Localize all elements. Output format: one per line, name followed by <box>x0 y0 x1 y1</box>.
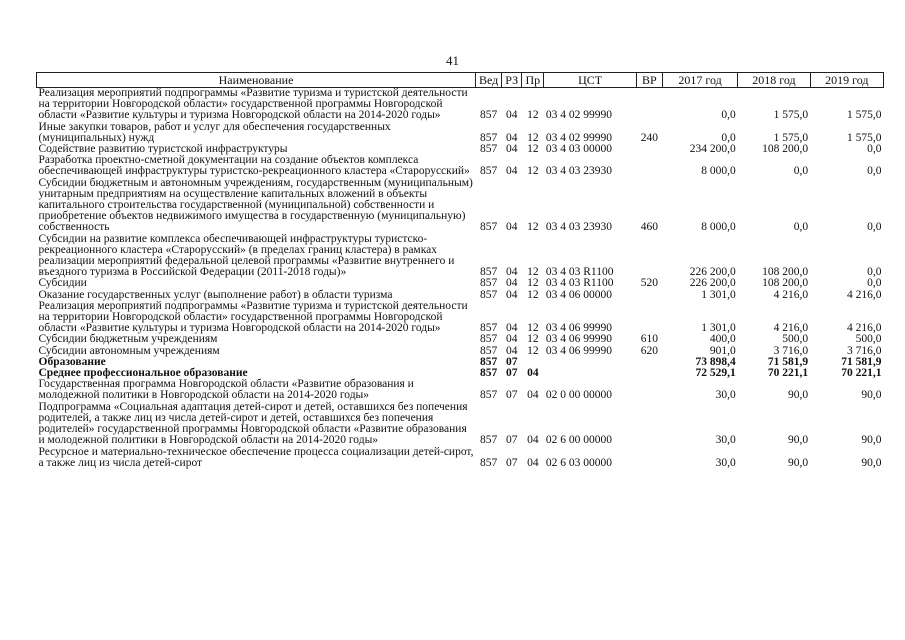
ved-cell: 857 <box>479 109 498 122</box>
pr-cell: 04 <box>527 456 539 469</box>
name-cell: Разработка проектно-сметной документации на создание объектов комплекса обеспечивающей инфраструктуры туристско-рекреационного кластера «Старорусский» <box>38 154 470 178</box>
budget-table <box>36 72 884 469</box>
header-ved: Вед <box>476 73 502 88</box>
pr-cell: 12 <box>527 344 539 357</box>
value-2019: 1 575,0 <box>847 109 882 122</box>
name-cell: Субсидии автономным учреждениям <box>38 344 220 357</box>
value-2019: 0,0 <box>867 277 882 290</box>
rz-cell: 04 <box>505 277 518 290</box>
vr-cell <box>636 155 662 177</box>
cst-cell: 02 0 00 00000 <box>545 389 612 402</box>
ved-cell: 857 <box>479 322 498 335</box>
cst-cell: 03 4 06 99990 <box>545 322 612 335</box>
value-2019: 90,0 <box>861 456 882 469</box>
header-row <box>37 73 884 88</box>
name-cell: Оказание государственных услуг (выполнение работ) в области туризма <box>38 288 393 301</box>
value-2017: 8 000,0 <box>701 165 736 178</box>
vr-cell <box>636 402 662 447</box>
vr-cell <box>636 379 662 401</box>
cst-cell: 03 4 03 23930 <box>545 165 612 178</box>
rz-cell: 04 <box>505 165 518 178</box>
name-cell: Подпрограмма «Социальная адаптация детей-сирот и детей, оставшихся без попечения родителей, а также лиц из числа детей-сирот и детей, оставшихся без попечения родителей» государственной программы Новгородской области «Развитие образования и молодежной политики в Новгородской области на 2014-2020 годы» <box>38 400 468 447</box>
ved-cell: 857 <box>479 456 498 469</box>
cst-cell: 03 4 02 99990 <box>545 109 612 122</box>
vr-cell <box>636 447 662 469</box>
table-row <box>37 234 884 279</box>
value-2019: 0,0 <box>867 143 882 156</box>
cst-cell: 02 6 00 00000 <box>545 434 612 447</box>
ved-cell: 857 <box>479 266 498 279</box>
rz-cell: 07 <box>505 434 518 447</box>
table-row <box>37 178 884 234</box>
rz-cell: 04 <box>505 131 518 144</box>
value-2017: 1 301,0 <box>701 288 736 301</box>
pr-cell: 12 <box>527 322 539 335</box>
vr-cell <box>636 88 662 122</box>
table-row <box>37 155 884 177</box>
vr-cell <box>636 301 662 335</box>
value-2017: 226 200,0 <box>689 266 736 279</box>
vr-cell <box>636 368 662 379</box>
cst-cell: 03 4 06 99990 <box>545 344 612 357</box>
name-cell: Ресурсное и материально-техническое обеспечение процесса социализации детей-сирот, а также лиц из числа детей-сирот <box>38 445 474 469</box>
ved-cell: 857 <box>479 389 498 402</box>
value-2017: 400,0 <box>709 333 736 346</box>
value-2019: 500,0 <box>855 333 882 346</box>
header-2018: 2018 год <box>738 73 810 88</box>
rz-cell: 07 <box>505 389 518 402</box>
value-2019: 1 575,0 <box>847 131 882 144</box>
header-name: Наименование <box>37 73 476 88</box>
name-cell: Субсидии бюджетным и автономным учреждениям, государственным (муниципальным) унитарным предприятиям на осуществление капитальных вложений в объекты капитального строительства государственной (муниципальной) собственности и приобретение объектов недвижимого имущества в государственную (муниципальную) собственность <box>38 176 473 234</box>
rz-cell: 04 <box>505 344 518 357</box>
vr-cell <box>636 144 662 155</box>
value-2018: 90,0 <box>787 389 809 402</box>
value-2018: 0,0 <box>793 221 809 234</box>
name-cell: Образование <box>38 355 106 368</box>
header-vr: ВР <box>636 73 662 88</box>
value-2017: 72 529,1 <box>695 367 736 380</box>
header-cst: ЦСТ <box>544 73 636 88</box>
name-cell: Среднее профессиональное образование <box>38 367 248 380</box>
table-row <box>37 122 884 144</box>
value-2018: 4 216,0 <box>773 322 809 335</box>
ved-cell: 857 <box>479 434 498 447</box>
table-row <box>37 402 884 447</box>
ved-cell: 857 <box>479 333 498 346</box>
header-pr: Пр <box>522 73 544 88</box>
ved-cell: 857 <box>479 131 498 144</box>
value-2018: 1 575,0 <box>773 109 809 122</box>
vr-cell: 520 <box>640 277 658 290</box>
pr-cell: 12 <box>527 143 539 156</box>
value-2018: 500,0 <box>782 333 809 346</box>
rz-cell: 04 <box>505 322 518 335</box>
value-2019: 70 221,1 <box>841 367 882 380</box>
vr-cell: 620 <box>640 344 658 357</box>
value-2019: 4 216,0 <box>847 288 882 301</box>
rz-cell: 04 <box>505 143 518 156</box>
name-cell: Реализация мероприятий подпрограммы «Развитие туризма и туристской деятельности на территории Новгородской области» государственной программы Новгородской области «Развитие культуры и туризма Новгородской области на 2014-2020 годы» <box>38 299 468 335</box>
pr-cell: 12 <box>527 288 539 301</box>
page-number: 41 <box>446 53 459 68</box>
ved-cell: 857 <box>479 367 498 380</box>
value-2017: 0,0 <box>721 131 736 144</box>
table-row <box>37 334 884 345</box>
name-cell: Содействие развитию туристской инфраструктуры <box>38 143 288 156</box>
rz-cell: 07 <box>505 367 518 380</box>
value-2019: 0,0 <box>867 165 882 178</box>
cst-cell: 03 4 02 99990 <box>545 131 612 144</box>
rz-cell: 04 <box>505 221 518 234</box>
value-2018: 0,0 <box>793 165 809 178</box>
pr-cell: 12 <box>527 109 539 122</box>
cst-cell <box>544 368 636 379</box>
value-2019: 90,0 <box>861 389 882 402</box>
value-2017: 901,0 <box>709 344 736 357</box>
value-2017: 8 000,0 <box>701 221 736 234</box>
pr-cell: 12 <box>527 165 539 178</box>
value-2017: 0,0 <box>721 109 736 122</box>
table-row <box>37 447 884 469</box>
value-2018: 108 200,0 <box>762 143 809 156</box>
ved-cell: 857 <box>479 277 498 290</box>
cst-cell: 03 4 06 99990 <box>545 333 612 346</box>
table-row <box>37 346 884 357</box>
cst-cell: 03 4 03 R1100 <box>545 277 614 290</box>
value-2017: 73 898,4 <box>695 355 736 368</box>
value-2017: 226 200,0 <box>689 277 736 290</box>
name-cell: Реализация мероприятий подпрограммы «Развитие туризма и туристской деятельности на территории Новгородской области» государственной программы Новгородской области «Развитие культуры и туризма Новгородской области на 2014-2020 годы» <box>38 87 468 122</box>
table-row <box>37 301 884 335</box>
ved-cell: 857 <box>479 344 498 357</box>
value-2017: 30,0 <box>715 434 736 447</box>
ved-cell: 857 <box>479 355 498 368</box>
value-2019: 0,0 <box>867 266 882 279</box>
value-2018: 71 581,9 <box>767 355 809 368</box>
table-row <box>37 278 884 289</box>
value-2018: 90,0 <box>787 434 809 447</box>
value-2018: 90,0 <box>787 456 809 469</box>
value-2019: 4 216,0 <box>847 322 882 335</box>
rz-cell: 04 <box>505 288 518 301</box>
cst-cell: 03 4 03 00000 <box>545 143 612 156</box>
value-2018: 108 200,0 <box>762 277 809 290</box>
pr-cell: 04 <box>527 389 539 402</box>
cst-cell <box>544 357 636 368</box>
vr-cell <box>636 357 662 368</box>
value-2018: 1 575,0 <box>773 131 809 144</box>
name-cell: Субсидии на развитие комплекса обеспечивающей инфраструктуры туристско-рекреационного кластера «Старорусский» (в пределах границ кластера) в рамках реализации мероприятий федеральной целевой программы «Развитие внутреннего и въездного туризма в Российской Федерации (2011-2018 годы)» <box>38 232 455 279</box>
header-rz: РЗ <box>502 73 522 88</box>
pr-cell: 12 <box>527 277 539 290</box>
value-2018: 70 221,1 <box>767 367 809 380</box>
ved-cell: 857 <box>479 221 498 234</box>
value-2018: 3 716,0 <box>773 344 809 357</box>
value-2017: 30,0 <box>715 456 736 469</box>
pr-cell: 04 <box>527 367 539 380</box>
rz-cell: 04 <box>505 333 518 346</box>
ved-cell: 857 <box>479 165 498 178</box>
cst-cell: 03 4 03 R1100 <box>545 266 614 279</box>
rz-cell: 07 <box>505 355 518 368</box>
rz-cell: 04 <box>505 109 518 122</box>
pr-cell: 04 <box>527 434 539 447</box>
name-cell: Иные закупки товаров, работ и услуг для обеспечения государственных (муниципальных) нужд <box>38 120 391 144</box>
ved-cell: 857 <box>479 288 498 301</box>
header-2019: 2019 год <box>810 73 883 88</box>
pr-cell: 12 <box>527 333 539 346</box>
vr-cell <box>636 234 662 279</box>
vr-cell: 610 <box>640 333 658 346</box>
value-2019: 3 716,0 <box>847 344 882 357</box>
rz-cell: 04 <box>505 266 518 279</box>
name-cell: Субсидии бюджетным учреждениям <box>38 333 218 346</box>
table-row <box>37 88 884 122</box>
value-2019: 90,0 <box>861 434 882 447</box>
vr-cell: 460 <box>640 221 658 234</box>
vr-cell <box>636 290 662 301</box>
value-2018: 108 200,0 <box>762 266 809 279</box>
name-cell: Государственная программа Новгородской области «Развитие образования и молодежной политики в Новгородской области на 2014-2020 годы» <box>38 378 414 402</box>
value-2019: 0,0 <box>867 221 882 234</box>
value-2017: 30,0 <box>715 389 736 402</box>
ved-cell: 857 <box>479 143 498 156</box>
pr-cell: 12 <box>527 221 539 234</box>
value-2019: 71 581,9 <box>841 355 882 368</box>
table-row <box>37 379 884 401</box>
vr-cell: 240 <box>640 131 658 144</box>
rz-cell: 07 <box>505 456 518 469</box>
name-cell: Субсидии <box>38 277 87 290</box>
pr-cell: 12 <box>527 266 539 279</box>
cst-cell: 03 4 03 23930 <box>545 221 612 234</box>
value-2017: 234 200,0 <box>689 143 736 156</box>
pr-cell: 12 <box>527 131 539 144</box>
header-2017: 2017 год <box>662 73 737 88</box>
value-2018: 4 216,0 <box>773 288 809 301</box>
cst-cell: 02 6 03 00000 <box>545 456 612 469</box>
cst-cell: 03 4 06 00000 <box>545 288 612 301</box>
value-2017: 1 301,0 <box>701 322 736 335</box>
